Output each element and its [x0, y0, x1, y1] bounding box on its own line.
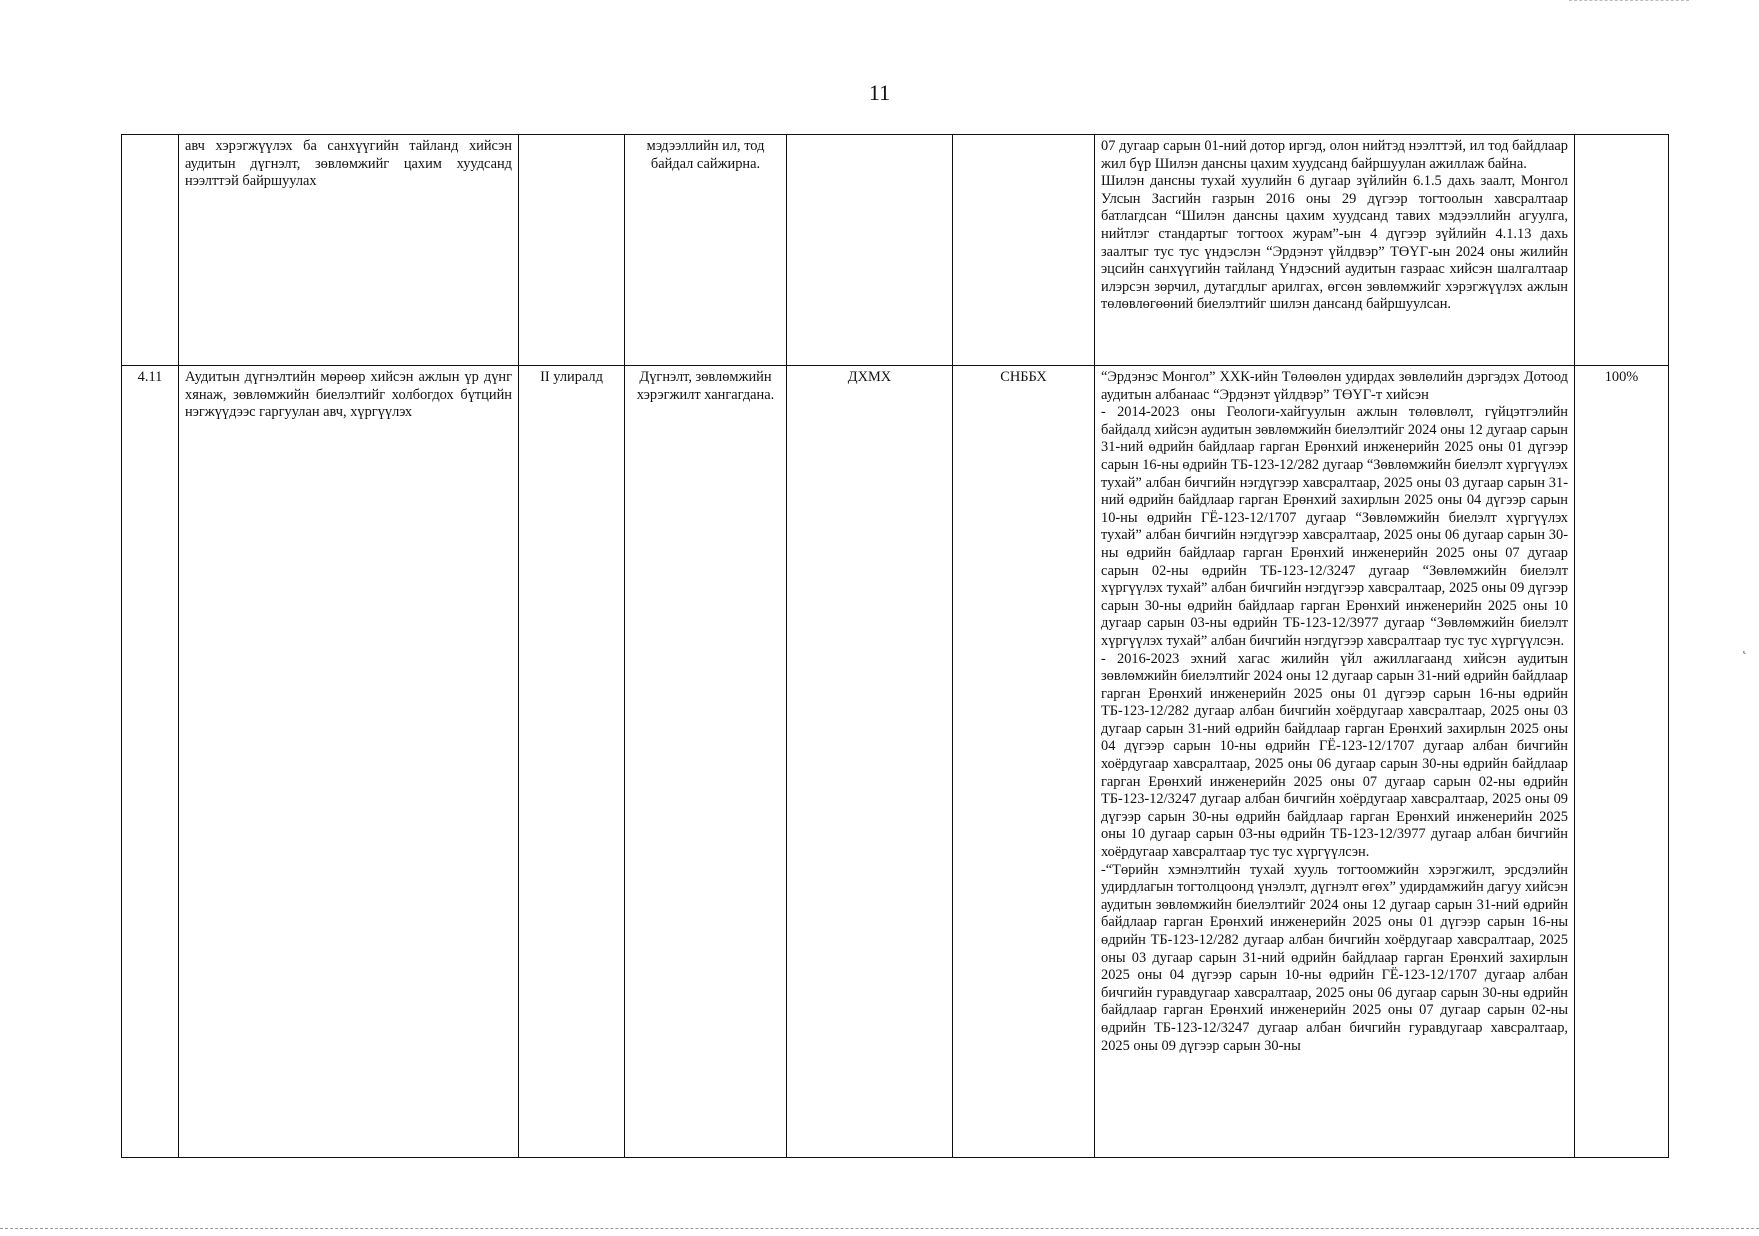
task-description: Аудитын дүгнэлтийн мөрөөр хийсэн ажлын үр дүнг хянаж, зөвлөмжийн биелэлтийг холбогдох бүтцийн нэгжүүдээс гаргуулан авч, хүргүүлэх — [179, 366, 519, 1158]
partner-unit — [953, 135, 1095, 366]
completion-percent — [1575, 135, 1669, 366]
partner-unit: СНББХ — [953, 366, 1095, 1158]
responsible-unit — [787, 135, 953, 366]
report-paragraph: Шилэн дансны тухай хуулийн 6 дугаар зүйлийн 6.1.5 дахь заалт, Монгол Улсын Засгийн газрын 2016 оны 29 дүгээр тогтоолын хавсралтаар батлагдсан “Шилэн дансны цахим хуудсанд тавих мэдээллийн агуулга, нийтлэг стандартыг тогтоох журам”-ын 4 дүгээр зүйлийн 4.1.13 дахь заалтыг тус тус үндэслэн “Эрдэнэт үйлдвэр” ТӨҮГ-ын 2024 оны жилийн эцсийн санхүүгийн тайланд Үндэсний аудитын газраас хийсэн шалгалтаар илэрсэн зөрчил, дутагдлыг арилгах, өгсөн зөвлөмжийг хэрэгжүүлэх ажлын төлөвлөгөөний биелэлтийг шилэн дансанд байршуулсан. — [1101, 173, 1568, 313]
page-number: 11 — [868, 80, 891, 105]
expected-outcome: мэдээллийн ил, тод байдал сайжирна. — [625, 135, 787, 366]
timeframe: II улиралд — [519, 366, 625, 1158]
bottom-scan-line — [0, 1228, 1759, 1230]
report-paragraph: 07 дугаар сарын 01-ний дотор иргэд, олон нийтэд нээлттэй, ил тод байдлаар жил бүр Шилэн дансны цахим хуудсанд байршуулан ажиллаж байна. — [1101, 138, 1568, 172]
action-plan-table — [121, 134, 1669, 1158]
implementation-report — [1095, 366, 1575, 1158]
expected-outcome: Дүгнэлт, зөвлөмжийн хэрэгжилт хангагдана. — [625, 366, 787, 1158]
report-paragraph: - 2016-2023 эхний хагас жилийн үйл ажиллагаанд хийсэн аудитын зөвлөмжийн биелэлтийг 2024 оны 12 дугаар сарын 31-ний өдрийн байдлаар гарган Ерөнхий инженерийн 2025 оны 01 дүгээр сарын 16-ны өдрийн ТБ-123-12/282 дугаар албан бичгийн хоёрдугаар хавсралтаар, 2025 оны 03 дугаар сарын 31-ний өдрийн байдлаар гарган Ерөнхий захирлын 2025 оны 04 дүгээр сарын 10-ны өдрийн ГЁ-123-12/1707 дугаар албан бичгийн хоёрдугаар хавсралтаар, 2025 оны 06 дугаар сарын 30-ны өдрийн байдлаар гарган Ерөнхий инженерийн 2025 оны 07 дугаар сарын 02-ны өдрийн ТБ-123-12/3247 дугаар албан бичгийн хоёрдугаар хавсралтаар, 2025 оны 09 дүгээр сарын 30-ны өдрийн байдлаар гарган Ерөнхий инженерийн 2025 оны 10 дугаар сарын 03-ны өдрийн ТБ-123-12/3977 дугаар албан бичгийн хоёрдугаар хавсралтаар тус тус хүргүүлсэн. — [1101, 650, 1568, 861]
responsible-unit: ДХМХ — [787, 366, 953, 1158]
edge-mark: ˛ — [1742, 640, 1747, 655]
row-number — [122, 135, 179, 366]
report-paragraph: -“Төрийн хэмнэлтийн тухай хууль тогтоомжийн хэрэгжилт, эрсдэлийн удирдлагын тогтолцоонд үнэлэлт, дүгнэлт өгөх” удирдамжийн дагуу хийсэн аудитын зөвлөмжийн биелэлтийг 2024 оны 12 дугаар сарын 31-ний өдрийн байдлаар гарган Ерөнхий инженерийн 2025 оны 01 дүгээр сарын 16-ны өдрийн ТБ-123-12/282 дугаар албан бичгийн хоёрдугаар хавсралтаар, 2025 оны 03 дугаар сарын 31-ний өдрийн байдлаар гарган Ерөнхий захирлын 2025 оны 04 дүгээр сарын 10-ны өдрийн ГЁ-123-12/1707 дугаар албан бичгийн гуравдугаар хавсралтаар, 2025 оны 06 дугаар сарын 30-ны өдрийн байдлаар гарган Ерөнхий инженерийн 2025 оны 07 дугаар сарын 02-ны өдрийн ТБ-123-12/3247 дугаар албан бичгийн гуравдугаар хавсралтаар, 2025 оны 09 дүгээр сарын 30-ны — [1101, 861, 1568, 1054]
task-description: авч хэрэгжүүлэх ба санхүүгийн тайланд хийсэн аудитын дүгнэлт, зөвлөмжийг цахим хуудсанд нээлттэй байршуулах — [179, 135, 519, 366]
table-row — [122, 135, 1669, 366]
top-edge-mark — [1569, 0, 1689, 3]
table-row — [122, 366, 1669, 1158]
report-paragraph: “Эрдэнэс Монгол” ХХК-ийн Төлөөлөн удирдах зөвлөлийн дэргэдэх Дотоод аудитын албанаас “Эрдэнэт үйлдвэр” ТӨҮГ-т хийсэн — [1101, 369, 1568, 403]
implementation-report — [1095, 135, 1575, 366]
report-paragraph: - 2014-2023 оны Геологи-хайгуулын ажлын төлөвлөлт, гүйцэтгэлийн байдалд хийсэн аудитын зөвлөмжийн биелэлтийг 2024 оны 12 дугаар сарын 31-ний өдрийн байдлаар гарган Ерөнхий инженерийн 2025 оны 01 дүгээр сарын 16-ны өдрийн ТБ-123-12/282 дугаар “Зөвлөмжийн биелэлт хүргүүлэх тухай” албан бичгийн нэгдүгээр хавсралтаар, 2025 оны 03 дугаар сарын 31-ний өдрийн байдлаар гарган Ерөнхий захирлын 2025 оны 04 дүгээр сарын 10-ны өдрийн ГЁ-123-12/1707 дугаар “Зөвлөмжийн биелэлт хүргүүлэх тухай” албан бичгийн нэгдүгээр хавсралтаар, 2025 оны 06 дугаар сарын 30-ны өдрийн байдлаар гарган Ерөнхий инженерийн 2025 оны 07 дугаар сарын 02-ны өдрийн ТБ-123-12/3247 дугаар “Зөвлөмжийн биелэлт хүргүүлэх тухай” албан бичгийн нэгдүгээр хавсралтаар, 2025 оны 09 дүгээр сарын 30-ны өдрийн байдлаар гарган Ерөнхий инженерийн 2025 оны 10 дугаар сарын 03-ны өдрийн ТБ-123-12/3977 дугаар “Зөвлөмжийн биелэлт хүргүүлэх тухай” албан бичгийн нэгдүгээр хавсралтаар тус тус хүргүүлсэн. — [1101, 404, 1568, 649]
completion-percent: 100% — [1575, 366, 1669, 1158]
row-number: 4.11 — [122, 366, 179, 1158]
timeframe — [519, 135, 625, 366]
